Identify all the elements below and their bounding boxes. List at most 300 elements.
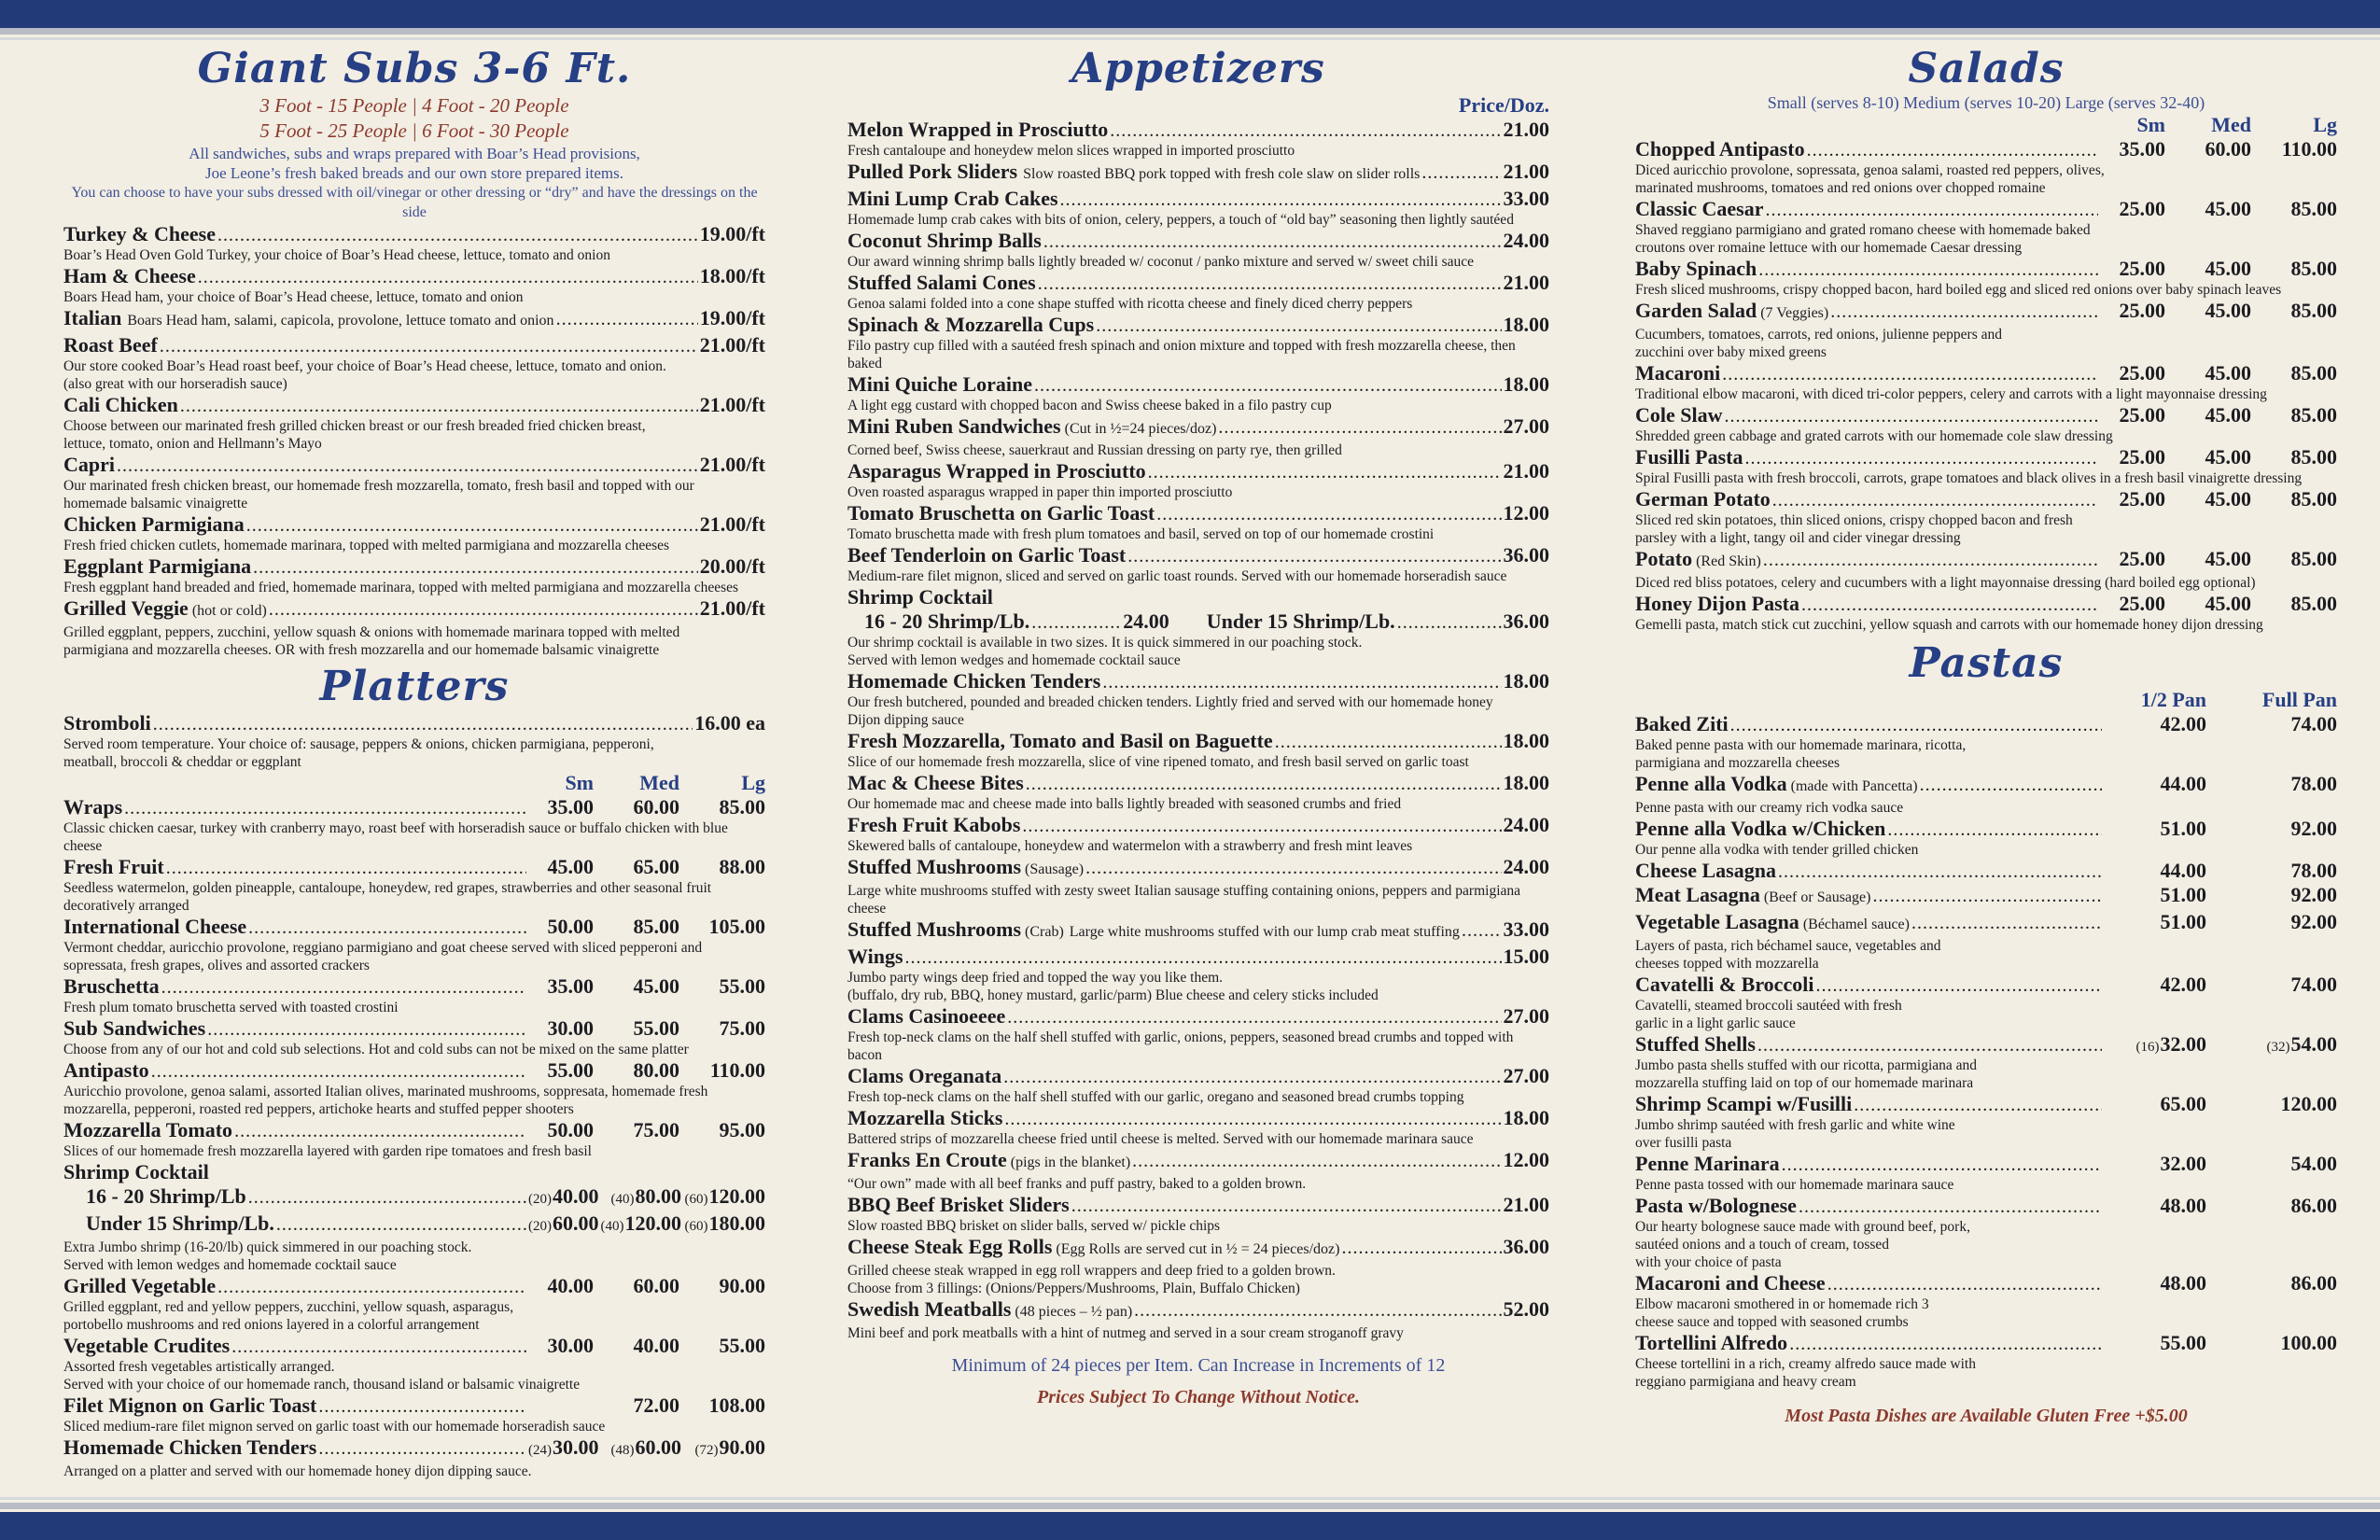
menu-item	[847, 1106, 1549, 1148]
menu-item	[63, 1058, 765, 1118]
item-desc: Jumbo pasta shells stuffed with our ricotta, parmigiana and mozzarella stuffing laid on top of our homemade marinara	[1635, 1057, 1978, 1091]
item-desc: Choose between our marinated fresh grilled chicken breast or our fresh breaded fried chicken breast, lettuce, tomato, onion and Hellmann’s Mayo	[63, 418, 646, 452]
price-med: 60.00	[633, 795, 679, 819]
item-name	[1635, 712, 1729, 736]
item-name-text: Baby Spinach	[1635, 257, 1757, 280]
price-value: 48.00	[2160, 1194, 2206, 1217]
item-desc: Our store cooked Boar’s Head roast beef, your choice of Boar’s Head cheese, lettuce, tomato and onion. (also great with our horseradish sauce)	[63, 358, 666, 392]
menu-item	[1635, 1271, 2337, 1331]
item-name	[847, 729, 1273, 753]
item-name-text: Turkey & Cheese	[63, 222, 216, 245]
item-name-text: Cheese Lasagna	[1635, 859, 1776, 882]
menu-item	[1635, 403, 2337, 445]
item-name	[847, 501, 1155, 525]
item-desc: Medium-rare filet mignon, sliced and served on garlic toast rounds. Served with our homemade horseradish sauce	[847, 568, 1507, 584]
item-name-text: Capri	[63, 453, 115, 476]
item-price: 21.00/ft	[699, 596, 765, 620]
item-name	[847, 1004, 1005, 1029]
item-name	[63, 512, 245, 537]
menu-item-shrimp-cocktail	[63, 1160, 765, 1274]
item-note: (pigs in the blanket)	[1006, 1155, 1131, 1170]
item-name	[63, 915, 246, 939]
platters-list	[63, 795, 765, 1160]
item-name-text: Penne Marinara	[1635, 1152, 1780, 1175]
leader-dots	[1887, 820, 2102, 839]
item-price: 27.00	[1503, 1064, 1549, 1087]
leader-dots	[1060, 190, 1502, 209]
leader-dots	[1789, 1335, 2102, 1353]
price-med: 75.00	[633, 1118, 679, 1141]
menu-item	[847, 501, 1549, 543]
item-price: 24.00	[1503, 855, 1549, 878]
leader-dots	[1827, 1275, 2102, 1294]
menu-item	[847, 313, 1549, 372]
item-desc: Diced auricchio provolone, sopressata, genoa salami, roasted red peppers, olives, marinated mushrooms, tomatoes and red onions over chopped romaine	[1635, 162, 2105, 196]
leader-dots	[180, 397, 698, 415]
price-full-pan	[2206, 910, 2337, 934]
item-name	[1635, 487, 1771, 511]
item-price: 21.00	[1503, 160, 1549, 183]
price-sm: 35.00	[547, 974, 594, 998]
leader-dots	[151, 1062, 526, 1081]
item-name	[63, 855, 164, 879]
price-med: 45.00	[633, 974, 679, 998]
item-name-text: Macaroni and Cheese	[1635, 1271, 1826, 1295]
shrimp-row	[63, 1184, 765, 1211]
shrimp-price-1: 24.00	[1123, 609, 1169, 633]
price-with-count	[588, 1184, 681, 1211]
item-name-text: Fresh Mozzarella, Tomato and Basil on Baguette	[847, 729, 1273, 752]
leader-dots	[905, 948, 1502, 967]
item-name-text: Asparagus Wrapped in Prosciutto	[847, 459, 1146, 483]
leader-dots	[269, 600, 698, 619]
leader-dots	[124, 799, 526, 818]
item-price: 33.00	[1503, 917, 1549, 941]
item-note: (7 Veggies)	[1757, 305, 1829, 321]
price-notice: Prices Subject To Change Without Notice.	[1037, 1387, 1360, 1407]
item-desc: Homemade lump crab cakes with bits of onion, celery, peppers, a touch of “old bay” seasoning then lightly sautéed	[847, 212, 1514, 228]
item-desc: Large white mushrooms stuffed with zesty sweet Italian sausage stuffing containing onions, peppers and parmigiana cheese	[847, 883, 1521, 917]
menu-item	[1635, 883, 2337, 910]
item-price: 21.00/ft	[699, 333, 765, 357]
leader-dots	[1007, 1008, 1501, 1027]
price-half-pan	[2104, 859, 2206, 883]
menu-item	[1635, 445, 2337, 487]
menu-item	[1635, 910, 2337, 973]
item-name: Stromboli	[63, 711, 151, 735]
price-value: 40.00	[553, 1184, 599, 1208]
item-desc: Traditional elbow macaroni, with diced tri-color peppers, celery and carrots with a light mayonnaise dressing	[1635, 386, 2267, 402]
price-lg: 95.00	[719, 1118, 765, 1141]
menu-item	[63, 974, 765, 1016]
item-name	[847, 414, 1216, 441]
item-name-text: Macaroni	[1635, 361, 1721, 385]
leader-dots	[318, 1439, 526, 1458]
price-lg: 85.00	[2290, 361, 2337, 385]
item-name	[847, 1193, 1070, 1217]
item-name	[1635, 257, 1757, 281]
price-full-pan	[2206, 1331, 2337, 1355]
price-lg: 55.00	[719, 974, 765, 998]
menu-item	[63, 222, 765, 264]
price-med: 45.00	[2205, 257, 2251, 280]
leader-dots	[253, 558, 698, 577]
item-note: (hot or cold)	[188, 603, 267, 619]
item-name-text: Wings	[847, 945, 903, 968]
menu-item	[847, 1148, 1549, 1193]
item-desc: Our marinated fresh chicken breast, our homemade fresh mozzarella, tomato, fresh basil and topped with our homemade balsamic vinaigrette	[63, 478, 694, 511]
piece-count: (16)	[2135, 1040, 2160, 1055]
leader-dots	[1758, 260, 2098, 279]
leader-dots	[1854, 1096, 2102, 1114]
price-sm: 25.00	[2119, 197, 2165, 220]
price-value: 54.00	[2290, 1152, 2337, 1175]
leader-dots	[1725, 407, 2099, 426]
item-name-text: Bruschetta	[63, 974, 160, 998]
top-band-stripe	[0, 28, 2380, 35]
price-lg: 108.00	[708, 1393, 765, 1417]
menu-item	[847, 771, 1549, 813]
leader-dots	[117, 456, 698, 475]
menu-item	[847, 1004, 1549, 1064]
menu-item	[847, 1064, 1549, 1106]
item-name	[1635, 137, 1805, 161]
subs-info-line2: Joe Leone’s fresh baked breads and our own store prepared items.	[205, 164, 623, 182]
leader-dots	[1462, 921, 1502, 940]
price-value: 180.00	[708, 1211, 765, 1235]
price-half-pan	[2104, 883, 2206, 907]
leader-dots	[1815, 976, 2102, 995]
leader-dots	[1722, 365, 2098, 384]
item-note: (Red Skin)	[1692, 553, 1761, 569]
price-value: 74.00	[2290, 973, 2337, 996]
item-price: 21.00	[1503, 118, 1549, 141]
item-desc: Fresh top-neck clams on the half shell stuffed with garlic, onions, peppers, seasoned bread crumbs and topped with bacon	[847, 1029, 1514, 1063]
leader-dots	[246, 516, 698, 535]
menu-item	[1635, 197, 2337, 257]
menu-item	[63, 264, 765, 306]
price-full-pan	[2206, 1032, 2337, 1057]
item-desc: Extra Jumbo shrimp (16-20/lb) quick simmered in our poaching stock. Served with lemon wedges and homemade cocktail sauce	[63, 1239, 472, 1273]
price-half-pan	[2104, 910, 2206, 934]
item-desc: Elbow macaroni smothered in or homemade rich 3 cheese sauce and topped with seasoned crumbs	[1635, 1296, 1929, 1330]
menu-item-shrimp-cocktail	[847, 585, 1549, 669]
minimum-note: Minimum of 24 pieces per Item. Can Increase in Increments of 12	[951, 1355, 1446, 1376]
bottom-band-stripe	[0, 1503, 2380, 1509]
price-half-pan	[2104, 817, 2206, 841]
item-desc: Grilled eggplant, red and yellow peppers, zucchini, yellow squash, asparagus, portobello mushrooms and red onions layered in a colorful arrangement	[63, 1299, 514, 1333]
item-name	[63, 1334, 230, 1358]
leader-dots	[217, 1278, 526, 1296]
price-full-pan	[2206, 1194, 2337, 1218]
item-desc: Diced red bliss potatoes, celery and cucumbers with a light mayonnaise dressing (hard boiled egg optional)	[1635, 575, 2256, 591]
price-med: 65.00	[633, 855, 679, 878]
price-value: 51.00	[2160, 883, 2206, 906]
item-name	[847, 1106, 1002, 1130]
salads-list	[1635, 137, 2337, 634]
item-name-text: Italian	[63, 306, 122, 329]
price-lg: 110.00	[709, 1058, 765, 1082]
price-full-pan	[2206, 859, 2337, 883]
item-name	[63, 1274, 216, 1298]
item-desc: Shaved reggiano parmigiano and grated romano cheese with homemade baked croutons over romaine lettuce with our homemade Caesar dressing	[1635, 222, 2091, 256]
menu-item	[847, 160, 1549, 187]
menu-item	[63, 596, 765, 659]
item-note: (Crab)	[1021, 924, 1064, 940]
item-desc: Our shrimp cocktail is available in two sizes. It is quick simmered in our poaching stock. Served with lemon wedges and homemade cocktail sauce	[847, 635, 1363, 668]
price-sm: 25.00	[2119, 299, 2165, 322]
item-name	[63, 1058, 149, 1083]
leader-dots	[1730, 716, 2102, 735]
item-name-text: BBQ Beef Brisket Sliders	[847, 1193, 1070, 1216]
pastas-list	[1635, 712, 2337, 1391]
item-name-text: German Potato	[1635, 487, 1771, 511]
salads-size-headers: Sm Med Lg	[2136, 113, 2337, 136]
item-desc: Slices of our homemade fresh mozzarella layered with garden ripe tomatoes and fresh basil	[63, 1143, 592, 1159]
price-lg: 88.00	[719, 855, 765, 878]
item-name-text: Cheese Steak Egg Rolls	[847, 1235, 1053, 1258]
item-name-text: Garden Salad	[1635, 299, 1757, 322]
item-desc: Genoa salami folded into a cone shape stuffed with ricotta cheese and finely diced cherry peppers	[847, 296, 1413, 312]
item-desc: Our penne alla vodka with tender grilled chicken	[1635, 842, 1919, 858]
price-sm: 40.00	[547, 1274, 594, 1297]
price-value: 100.00	[2280, 1331, 2337, 1354]
item-note: (Cut in ½=24 pieces/doz)	[1060, 421, 1217, 437]
price-full-pan	[2206, 1152, 2337, 1176]
price-lg: 85.00	[2290, 592, 2337, 615]
menu-item	[1635, 592, 2337, 634]
price-sm: 25.00	[2119, 361, 2165, 385]
item-price: 18.00	[1503, 1106, 1549, 1129]
leader-dots	[1026, 775, 1502, 793]
leader-dots	[1920, 776, 2102, 794]
item-name	[847, 1297, 1132, 1324]
item-name-text: Penne alla Vodka w/Chicken	[1635, 817, 1886, 840]
price-value: 120.00	[624, 1211, 681, 1235]
leader-dots	[160, 337, 698, 356]
item-name	[1635, 1271, 1826, 1295]
item-name-text: Mini Ruben Sandwiches	[847, 414, 1061, 438]
price-value: 54.00	[2290, 1032, 2337, 1056]
menu-item	[63, 554, 765, 596]
item-name-text: Pulled Pork Sliders	[847, 160, 1018, 183]
item-note: (Sausage)	[1021, 861, 1085, 877]
item-desc: Penne pasta tossed with our homemade marinara sauce	[1635, 1177, 1954, 1193]
price-med: 85.00	[633, 915, 679, 938]
appetizers-list-2	[847, 669, 1549, 1342]
leader-dots	[1022, 817, 1501, 835]
item-name	[847, 459, 1146, 483]
item-price: 18.00	[1503, 313, 1549, 336]
item-price: 24.00	[1503, 813, 1549, 836]
leader-dots	[161, 978, 526, 997]
item-desc: Tomato bruschetta made with fresh plum tomatoes and basil, served on top of our homemade crostini	[847, 526, 1435, 542]
price-sm: 25.00	[2119, 592, 2165, 615]
menu-item	[1635, 1152, 2337, 1194]
price-value: 78.00	[2290, 772, 2337, 795]
item-inline-desc: Slow roasted BBQ pork topped with fresh cole slaw on slider rolls	[1023, 166, 1421, 182]
menu-item	[63, 393, 765, 453]
price-value: 92.00	[2290, 910, 2337, 933]
column-salads-pastas	[1635, 45, 2337, 1428]
price-sm: 35.00	[547, 795, 594, 819]
piece-count: (60)	[684, 1219, 708, 1234]
item-desc: Auricchio provolone, genoa salami, assorted Italian olives, marinated mushrooms, soppresata, homemade fresh mozzarella, pepperoni, roasted red peppers, artichoke hearts and stuffed pepper shooters	[63, 1084, 708, 1117]
price-sm: 25.00	[2119, 403, 2165, 427]
item-price: 19.00/ft	[699, 222, 765, 245]
leader-dots	[166, 859, 526, 877]
price-with-count	[528, 1184, 599, 1211]
item-desc: Boars Head ham, your choice of Boar’s Head cheese, lettuce, tomato and onion	[63, 289, 524, 305]
header-lg: Lg	[741, 771, 765, 794]
leader-dots	[231, 1337, 526, 1356]
shrimp-size: 16 - 20 Shrimp/Lb	[86, 1184, 246, 1208]
item-name-text: Fresh Fruit Kabobs	[847, 813, 1021, 836]
item-desc: Fresh top-neck clams on the half shell stuffed with our garlic, oregano and seasoned bread crumbs topping	[847, 1089, 1464, 1105]
item-name-text: Shrimp Scampi w/Fusilli	[1635, 1092, 1853, 1115]
menu-item	[63, 1274, 765, 1334]
item-price: 21.00	[1503, 1193, 1549, 1216]
subs-title: Giant Subs 3-6 Ft.	[197, 45, 632, 92]
item-name	[847, 187, 1058, 211]
item-name-text: Pasta w/Bolognese	[1635, 1194, 1797, 1217]
price-half-pan	[2104, 973, 2206, 997]
leader-dots	[1127, 547, 1501, 566]
price-med: 45.00	[2205, 403, 2251, 427]
leader-dots	[318, 1397, 526, 1416]
item-name	[847, 917, 1460, 945]
leader-dots	[1763, 551, 2098, 569]
item-name	[1635, 973, 1813, 997]
item-name	[847, 372, 1032, 397]
menu-item	[63, 306, 765, 333]
item-price: 36.00	[1503, 1235, 1549, 1258]
item-name-text: Sub Sandwiches	[63, 1016, 206, 1040]
item-name-text: Honey Dijon Pasta	[1635, 592, 1799, 615]
item-price: 15.00	[1503, 945, 1549, 968]
price-value: 51.00	[2160, 817, 2206, 840]
item-name-text: Stuffed Shells	[1635, 1032, 1756, 1056]
item-name-text: Wraps	[63, 795, 123, 819]
pastas-pan-headers	[1635, 688, 2337, 712]
item-name	[1635, 299, 1828, 326]
price-value: 92.00	[2290, 883, 2337, 906]
price-with-count	[528, 1211, 599, 1239]
price-lg: 85.00	[2290, 299, 2337, 322]
item-price: 24.00	[1503, 229, 1549, 252]
price-med: 45.00	[2205, 592, 2251, 615]
piece-count: (20)	[528, 1219, 552, 1234]
menu-item	[847, 1193, 1549, 1235]
item-desc: Classic chicken caesar, turkey with cranberry mayo, roast beef with horseradish sauce or buffalo chicken with blue cheese	[63, 820, 728, 854]
item-name-text: Cali Chicken	[63, 393, 178, 416]
leader-dots	[234, 1122, 526, 1141]
item-desc: Sliced red skin potatoes, thin sliced onions, crispy chopped bacon and fresh parsley with a light, tangy oil and cider vinegar dressing	[1635, 512, 2073, 546]
item-name-text: International Cheese	[63, 915, 247, 938]
leader-dots	[207, 1020, 526, 1039]
item-note: (Beef or Sausage)	[1759, 889, 1871, 905]
item-name-text: Melon Wrapped in Prosciutto	[847, 118, 1109, 141]
item-name	[847, 669, 1100, 693]
item-desc: Our fresh butchered, pounded and breaded chicken tenders. Lightly fried and served with our homemade honey Dijon dipping sauce	[847, 694, 1493, 728]
item-name	[1635, 197, 1763, 221]
price-med: 72.00	[633, 1393, 679, 1417]
item-name	[63, 974, 160, 999]
price-value: 48.00	[2160, 1271, 2206, 1295]
item-note: (Egg Rolls are served cut in ½ = 24 pieces/doz)	[1052, 1241, 1340, 1257]
leader-dots	[1778, 862, 2102, 881]
menu-item	[1635, 487, 2337, 547]
price-value: 60.00	[553, 1211, 599, 1235]
price-med: 45.00	[2205, 361, 2251, 385]
item-inline-desc: Large white mushrooms stuffed with our lump crab meat stuffing	[1069, 924, 1460, 940]
item-name-text: Baked Ziti	[1635, 712, 1729, 735]
price-sm: 25.00	[2119, 487, 2165, 511]
subs-info-line1: All sandwiches, subs and wraps prepared with Boar’s Head provisions,	[189, 145, 640, 162]
shrimp-size-2: Under 15 Shrimp/Lb.	[1206, 609, 1395, 633]
item-name-text: Homemade Chicken Tenders	[847, 669, 1101, 693]
item-name-text: Potato	[1635, 547, 1693, 570]
price-med: 45.00	[2205, 445, 2251, 469]
item-name	[847, 1064, 1001, 1088]
item-price: 21.00/ft	[699, 453, 765, 476]
leader-dots	[1872, 887, 2102, 905]
price-med: 45.00	[2205, 547, 2251, 570]
item-name	[1635, 1331, 1787, 1355]
item-desc: Arranged on a platter and served with our homemade honey dijon dipping sauce.	[63, 1463, 532, 1479]
menu-item	[1635, 1032, 2337, 1092]
price-value: 32.00	[2160, 1152, 2206, 1175]
item-desc: Filo pastry cup filled with a sautéed fresh spinach and onion mixture and topped with fresh mozzarella cheese, then baked	[847, 338, 1516, 371]
item-name-text: Cavatelli & Broccoli	[1635, 973, 1814, 996]
leader-dots	[217, 226, 698, 245]
item-name-text: Fresh Fruit	[63, 855, 164, 878]
price-full-pan	[2206, 973, 2337, 997]
item-name	[847, 229, 1042, 253]
price-full-pan	[2206, 772, 2337, 796]
item-name-text: Clams Casinoeeee	[847, 1004, 1006, 1028]
salads-sizes: Small (serves 8-10) Medium (serves 10-20) Large (serves 32-40)	[1767, 93, 2205, 112]
price-value: 44.00	[2160, 859, 2206, 882]
leader-dots	[1421, 163, 1501, 182]
piece-count: (40)	[610, 1192, 635, 1207]
item-price: 16.00 ea	[694, 711, 765, 735]
item-desc: Assorted fresh vegetables artistically arranged. Served with your choice of our homemade ranch, thousand island or balsamic vinaigrette	[63, 1359, 581, 1393]
item-price: 12.00	[1503, 501, 1549, 525]
menu-item	[847, 372, 1549, 414]
menu-item	[1635, 1331, 2337, 1391]
price-value: 78.00	[2290, 859, 2337, 882]
item-name	[847, 313, 1094, 337]
item-name-text: Beef Tenderloin on Garlic Toast	[847, 543, 1127, 567]
leader-dots	[1807, 141, 2098, 160]
item-name	[847, 271, 1036, 295]
price-value: 120.00	[708, 1184, 765, 1208]
price-sm: 35.00	[2119, 137, 2165, 161]
item-name-text: Chopped Antipasto	[1635, 137, 1805, 161]
price-half-pan	[2104, 772, 2206, 796]
bottom-band-stripe-thin	[0, 1497, 2380, 1500]
item-price: 12.00	[1503, 1148, 1549, 1171]
pastas-title: Pastas	[1909, 639, 2064, 687]
price-value: 32.00	[2160, 1032, 2206, 1056]
price-full-pan	[2206, 712, 2337, 736]
item-price: 21.00/ft	[699, 512, 765, 536]
item-desc: Cheese tortellini in a rich, creamy alfredo sauce made with reggiano parmigiana and heavy cream	[1635, 1356, 1976, 1390]
leader-dots	[1745, 449, 2098, 468]
menu-item	[1635, 772, 2337, 817]
price-half-pan	[2104, 1032, 2206, 1057]
